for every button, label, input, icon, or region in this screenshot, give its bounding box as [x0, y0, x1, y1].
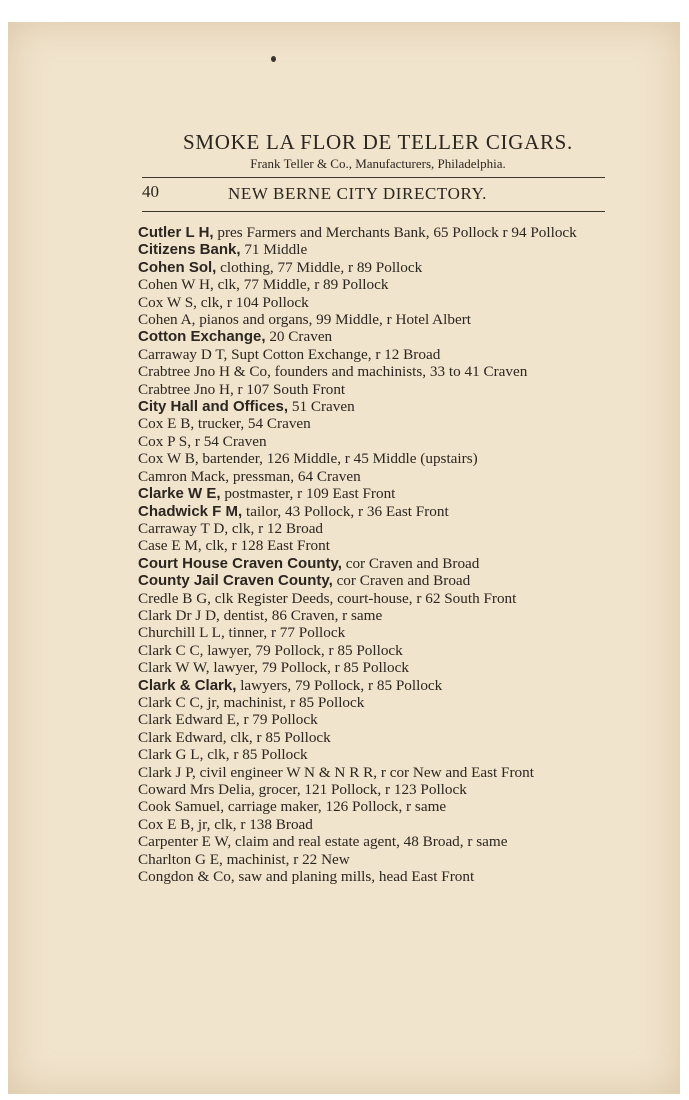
entry-name: Clark C C,	[138, 641, 204, 659]
directory-entry	[138, 746, 613, 763]
entry-name: Cohen A,	[138, 311, 196, 329]
entry-name: Cook Samuel,	[138, 798, 225, 816]
entry-name: Cotton Exchange,	[138, 328, 266, 346]
entry-name: Clark G L,	[138, 746, 204, 764]
entry-name: Coward Mrs Delia,	[138, 781, 255, 798]
entry-details: clk Register Deeds, court-house, r 62 South Front	[210, 589, 517, 607]
entry-name: Credle B G,	[138, 589, 211, 607]
entry-details: tinner, r 77 Pollock	[224, 624, 346, 642]
advertisement-headline: SMOKE LA FLOR DE TELLER CIGARS.	[183, 130, 573, 154]
directory-entry	[138, 450, 613, 467]
entry-details: trucker, 54 Craven	[194, 415, 311, 433]
entry-details: saw and planing mills, head East Front	[234, 868, 475, 886]
entry-name: Cox E B,	[138, 415, 195, 433]
directory-entry	[138, 729, 613, 746]
advertisement-subline: Frank Teller & Co., Manufacturers, Philadelphia.	[250, 156, 506, 171]
entry-details: pressman, 64 Craven	[229, 467, 361, 485]
entry-details: clk, r 85 Pollock	[226, 728, 331, 746]
entry-name: Clark Dr J D,	[138, 606, 220, 624]
entry-name: Carraway D T,	[138, 345, 228, 363]
directory-entry	[138, 764, 613, 781]
entry-details: r 107 South Front	[233, 380, 346, 398]
entry-name: Carraway T D,	[138, 519, 229, 537]
entry-details: claim and real estate agent, 48 Broad, r same	[231, 833, 508, 851]
directory-entry	[138, 711, 613, 728]
entry-details: lawyer, 79 Pollock, r 85 Pollock	[203, 641, 403, 659]
entry-name: Crabtree Jno H & Co,	[138, 363, 271, 381]
entry-name: Cohen Sol,	[138, 258, 217, 276]
entry-details: cor Craven and Broad	[341, 554, 480, 572]
entry-details: tailor, 43 Pollock, r 36 East Front	[242, 502, 449, 520]
entry-details: clk, r 12 Broad	[228, 519, 324, 537]
entry-name: Camron Mack,	[138, 467, 230, 485]
entry-name: Clark Edward,	[138, 728, 227, 746]
directory-entry	[138, 520, 613, 537]
directory-entry	[138, 642, 613, 659]
entry-name: Clark Edward E,	[138, 711, 240, 729]
directory-entry	[138, 241, 613, 258]
entry-details: grocer, 121 Pollock, r 123 Pollock	[254, 781, 467, 798]
entry-name: Cox P S,	[138, 432, 192, 450]
entry-name: Cutler L H,	[138, 224, 214, 241]
header-rule-top	[142, 177, 605, 178]
directory-page	[8, 22, 680, 1094]
directory-entry	[138, 677, 613, 694]
entry-name: Chadwick F M,	[138, 502, 243, 520]
entry-name: Clark J P,	[138, 763, 196, 781]
entry-name: Congdon & Co,	[138, 868, 235, 886]
entry-details: lawyer, 79 Pollock, r 85 Pollock	[209, 659, 409, 677]
directory-entry	[138, 328, 613, 345]
entry-details: dentist, 86 Craven, r same	[219, 606, 383, 624]
directory-entry	[138, 381, 613, 398]
entry-details: clk, r 104 Pollock	[196, 293, 309, 311]
entry-name: Case E M,	[138, 537, 202, 555]
entry-details: founders and machinists, 33 to 41 Craven	[270, 363, 528, 381]
directory-entry	[138, 537, 613, 554]
entry-name: Churchill L L,	[138, 624, 225, 642]
entry-details: clothing, 77 Middle, r 89 Pollock	[216, 258, 423, 276]
entry-details: Supt Cotton Exchange, r 12 Broad	[227, 345, 441, 363]
entry-details: 71 Middle	[240, 241, 308, 259]
directory-entry	[138, 224, 613, 241]
entry-details: machinist, r 85 Pollock	[219, 693, 365, 711]
directory-entry	[138, 590, 613, 607]
directory-entry	[138, 798, 613, 815]
entry-name: Clark C C, jr,	[138, 693, 220, 711]
ink-speck	[271, 56, 276, 62]
directory-entry	[138, 851, 613, 868]
entry-details: pres Farmers and Merchants Bank, 65 Pollock r 94 Pollock	[213, 224, 577, 241]
entry-name: Clarke W E,	[138, 485, 221, 503]
directory-entry	[138, 485, 613, 502]
entry-name: Clark W W,	[138, 659, 210, 677]
entry-name: Cox E B, jr,	[138, 815, 211, 833]
header-rule-bottom	[142, 211, 605, 212]
entry-details: clk, r 138 Broad	[210, 815, 313, 833]
entry-details: clk, r 85 Pollock	[203, 746, 308, 764]
entry-name: Citizens Bank,	[138, 241, 241, 259]
directory-entry	[138, 346, 613, 363]
entry-name: Charlton G E,	[138, 850, 223, 868]
entry-details: 51 Craven	[288, 398, 355, 416]
directory-entry	[138, 781, 613, 798]
directory-entry	[138, 555, 613, 572]
entry-name: Clark & Clark,	[138, 676, 237, 694]
directory-entry	[138, 607, 613, 624]
directory-entry	[138, 276, 613, 293]
entry-details: lawyers, 79 Pollock, r 85 Pollock	[236, 676, 443, 694]
directory-entries	[138, 224, 613, 885]
directory-entry	[138, 294, 613, 311]
entry-details: carriage maker, 126 Pollock, r same	[224, 798, 447, 816]
entry-name: Carpenter E W,	[138, 833, 232, 851]
directory-entry	[138, 259, 613, 276]
entry-details: pianos and organs, 99 Middle, r Hotel Albert	[195, 311, 471, 329]
entry-name: County Jail Craven County,	[138, 572, 333, 590]
directory-entry	[138, 433, 613, 450]
directory-entry	[138, 398, 613, 415]
entry-name: Cox W S,	[138, 293, 197, 311]
directory-entry	[138, 363, 613, 380]
directory-entry	[138, 816, 613, 833]
entry-details: cor Craven and Broad	[332, 572, 471, 590]
page-number: 40	[142, 182, 159, 201]
running-title: NEW BERNE CITY DIRECTORY.	[228, 184, 487, 203]
entry-details: bartender, 126 Middle, r 45 Middle (upstairs)	[198, 450, 478, 468]
entry-name: Crabtree Jno H,	[138, 380, 234, 398]
entry-name: Court House Craven County,	[138, 554, 342, 572]
directory-entry	[138, 624, 613, 641]
entry-details: 20 Craven	[265, 328, 333, 346]
entry-name: Cohen W H,	[138, 276, 214, 294]
directory-entry	[138, 868, 613, 885]
directory-entry	[138, 503, 613, 520]
entry-details: clk, 77 Middle, r 89 Pollock	[213, 276, 389, 294]
entry-details: postmaster, r 109 East Front	[220, 485, 396, 503]
entry-details: r 79 Pollock	[239, 711, 318, 729]
entry-details: civil engineer W N & N R R, r cor New and East Front	[195, 763, 534, 781]
directory-entry	[138, 694, 613, 711]
entry-details: clk, r 128 East Front	[201, 537, 330, 555]
directory-entry	[138, 659, 613, 676]
entry-name: Cox W B,	[138, 450, 199, 468]
directory-entry	[138, 311, 613, 328]
directory-entry	[138, 833, 613, 850]
directory-entry	[138, 468, 613, 485]
directory-entry	[138, 572, 613, 589]
entry-name: City Hall and Offices,	[138, 398, 289, 416]
directory-entry	[138, 415, 613, 432]
entry-details: machinist, r 22 New	[222, 850, 350, 868]
entry-details: r 54 Craven	[191, 432, 267, 450]
